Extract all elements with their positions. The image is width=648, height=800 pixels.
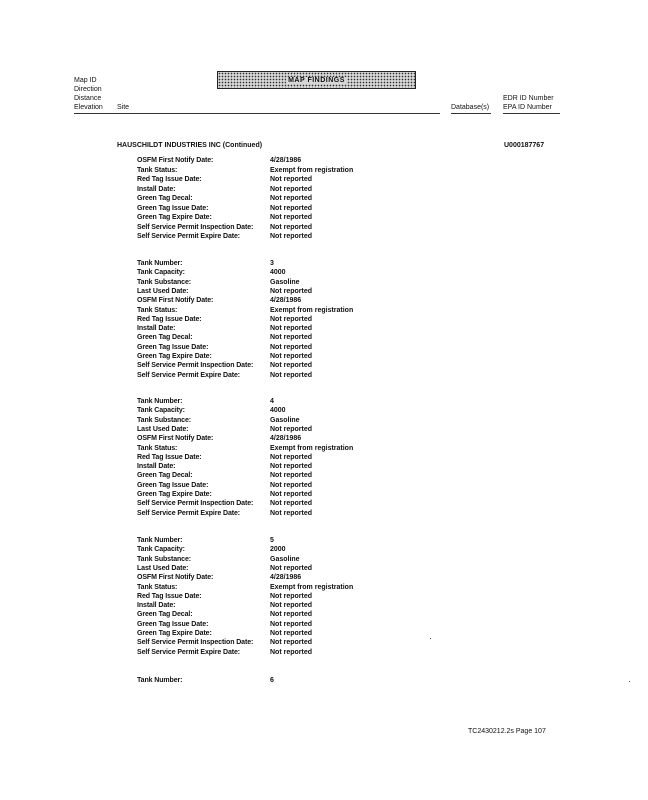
record-row bbox=[0, 371, 648, 380]
field-value: Not reported bbox=[270, 639, 312, 647]
record-row bbox=[0, 583, 648, 592]
field-label: Tank Number: bbox=[137, 260, 183, 267]
field-label: Tank Status: bbox=[137, 166, 178, 174]
field-value: 4/28/1986 bbox=[270, 297, 302, 305]
field-label: Install Date: bbox=[137, 463, 176, 471]
record-row bbox=[0, 223, 648, 232]
header-rule-right bbox=[503, 113, 560, 114]
field-value: Not reported bbox=[270, 611, 312, 619]
header-right-labels bbox=[503, 94, 554, 112]
record-row bbox=[0, 545, 648, 554]
record-row bbox=[0, 324, 648, 333]
record-row bbox=[0, 444, 648, 453]
field-value: 2000 bbox=[270, 546, 286, 554]
field-value: Exempt from registration bbox=[270, 583, 354, 591]
field-label: Red Tag Issue Date: bbox=[137, 453, 202, 461]
field-value: Not reported bbox=[270, 620, 312, 628]
field-label: Last Used Date: bbox=[137, 287, 189, 295]
field-value: 4/28/1986 bbox=[270, 157, 302, 164]
field-value: Gasoline bbox=[270, 278, 300, 286]
record-row bbox=[0, 194, 648, 203]
field-label: OSFM First Notify Date: bbox=[137, 435, 214, 443]
field-label: OSFM First Notify Date: bbox=[137, 297, 214, 305]
field-value: Not reported bbox=[270, 564, 312, 572]
field-label: Red Tag Issue Date: bbox=[137, 315, 202, 323]
field-label: Last Used Date: bbox=[137, 425, 189, 433]
header-left-labels bbox=[74, 76, 103, 112]
field-label: Green Tag Decal: bbox=[137, 334, 193, 342]
page-footer: TC2430212.2s Page 107 bbox=[468, 728, 546, 735]
record-row bbox=[0, 490, 648, 499]
field-label: Tank Capacity: bbox=[137, 546, 185, 554]
field-label: Green Tag Decal: bbox=[137, 472, 193, 480]
record-row bbox=[0, 462, 648, 471]
field-value: Not reported bbox=[270, 343, 312, 351]
banner-title: MAP FINDINGS bbox=[288, 76, 345, 84]
field-value: Not reported bbox=[270, 195, 312, 202]
field-label: Self Service Permit Expire Date: bbox=[137, 233, 241, 240]
field-label: Self Service Permit Inspection Date: bbox=[137, 362, 254, 370]
field-value: Not reported bbox=[270, 223, 312, 231]
header-rule-left bbox=[74, 113, 440, 114]
field-label: Install Date: bbox=[137, 325, 176, 333]
field-value: Not reported bbox=[270, 500, 312, 508]
record-row bbox=[0, 204, 648, 213]
record-row bbox=[0, 601, 648, 610]
edr-id-label: EDR ID Number bbox=[503, 95, 554, 102]
field-label: OSFM First Notify Date: bbox=[137, 157, 214, 164]
field-label: Last Used Date: bbox=[137, 564, 189, 572]
map-id-label: Map ID bbox=[74, 77, 97, 84]
field-value: 4/28/1986 bbox=[270, 435, 302, 443]
field-label: Tank Capacity: bbox=[137, 269, 185, 277]
record-row bbox=[0, 425, 648, 434]
record-row bbox=[0, 232, 648, 241]
field-value: Not reported bbox=[270, 214, 312, 221]
field-label: Install Date: bbox=[137, 185, 176, 193]
record-row bbox=[0, 296, 648, 305]
field-value: Not reported bbox=[270, 481, 312, 489]
record-row bbox=[0, 175, 648, 184]
database-label: Database(s) bbox=[451, 104, 490, 111]
record-row bbox=[0, 287, 648, 296]
record-row bbox=[0, 416, 648, 425]
record-row bbox=[0, 315, 648, 324]
record-row bbox=[0, 592, 648, 601]
field-value: 6 bbox=[270, 677, 274, 684]
field-value: Not reported bbox=[270, 334, 312, 342]
record-row bbox=[0, 648, 648, 657]
field-value: Not reported bbox=[270, 648, 312, 656]
field-value: Exempt from registration bbox=[270, 306, 354, 314]
field-value: Not reported bbox=[270, 353, 312, 360]
record-row bbox=[0, 352, 648, 361]
field-label: OSFM First Notify Date: bbox=[137, 574, 214, 582]
record-row bbox=[0, 536, 648, 545]
distance-label: Distance bbox=[74, 95, 102, 102]
field-label: Tank Capacity: bbox=[137, 407, 185, 415]
record-row bbox=[0, 259, 648, 268]
field-label: Tank Number: bbox=[137, 677, 183, 684]
record-row bbox=[0, 629, 648, 638]
record-row bbox=[0, 434, 648, 443]
record-row bbox=[0, 676, 648, 685]
field-label: Tank Number: bbox=[137, 398, 183, 405]
record-row bbox=[0, 453, 648, 462]
field-label: Green Tag Expire Date: bbox=[137, 491, 212, 498]
record-row bbox=[0, 185, 648, 194]
record-row bbox=[0, 156, 648, 165]
field-value: 4 bbox=[270, 398, 274, 405]
field-label: Tank Status: bbox=[137, 444, 178, 452]
record-row bbox=[0, 638, 648, 647]
field-label: Tank Number: bbox=[137, 537, 183, 544]
field-label: Green Tag Issue Date: bbox=[137, 204, 209, 212]
field-value: Not reported bbox=[270, 325, 312, 333]
field-value: Not reported bbox=[270, 362, 312, 370]
record-row bbox=[0, 610, 648, 619]
field-value: Not reported bbox=[270, 472, 312, 480]
field-label: Red Tag Issue Date: bbox=[137, 176, 202, 183]
field-value: Gasoline bbox=[270, 555, 300, 563]
record-row bbox=[0, 509, 648, 518]
map-findings-banner bbox=[217, 71, 416, 89]
field-value: 4000 bbox=[270, 269, 286, 277]
site-label: Site bbox=[117, 104, 130, 111]
record-row bbox=[0, 564, 648, 573]
record-row bbox=[0, 166, 648, 175]
field-value: Not reported bbox=[270, 602, 312, 610]
field-value: Not reported bbox=[270, 233, 312, 240]
field-label: Self Service Permit Expire Date: bbox=[137, 648, 241, 656]
field-value: Not reported bbox=[270, 453, 312, 461]
scan-speck bbox=[430, 638, 431, 639]
field-value: Not reported bbox=[270, 287, 312, 295]
field-value: Not reported bbox=[270, 204, 312, 212]
field-value: Not reported bbox=[270, 185, 312, 193]
field-label: Green Tag Issue Date: bbox=[137, 620, 209, 628]
record-row bbox=[0, 499, 648, 508]
record-row bbox=[0, 471, 648, 480]
record-row bbox=[0, 278, 648, 287]
field-label: Self Service Permit Expire Date: bbox=[137, 371, 241, 379]
field-value: Not reported bbox=[270, 315, 312, 323]
field-label: Green Tag Decal: bbox=[137, 195, 193, 202]
epa-id-label: EPA ID Number bbox=[503, 104, 552, 111]
field-label: Green Tag Expire Date: bbox=[137, 630, 212, 637]
scan-speck bbox=[629, 681, 630, 682]
record-row bbox=[0, 481, 648, 490]
record-row bbox=[0, 343, 648, 352]
field-value: Not reported bbox=[270, 592, 312, 600]
field-label: Self Service Permit Expire Date: bbox=[137, 509, 241, 517]
site-name: HAUSCHILDT INDUSTRIES INC (Continued) bbox=[117, 142, 263, 149]
field-value: 5 bbox=[270, 537, 274, 544]
header-rule-database bbox=[451, 113, 491, 114]
field-value: Not reported bbox=[270, 509, 312, 517]
field-label: Tank Substance: bbox=[137, 555, 191, 563]
elevation-label: Elevation bbox=[74, 104, 103, 111]
record-row bbox=[0, 406, 648, 415]
record-row bbox=[0, 333, 648, 342]
field-label: Green Tag Issue Date: bbox=[137, 481, 209, 489]
field-label: Red Tag Issue Date: bbox=[137, 592, 202, 600]
field-label: Tank Status: bbox=[137, 583, 178, 591]
field-label: Green Tag Expire Date: bbox=[137, 353, 212, 360]
field-value: Not reported bbox=[270, 630, 312, 637]
site-edr-id: U000187767 bbox=[504, 142, 545, 149]
field-value: 4/28/1986 bbox=[270, 574, 302, 582]
field-label: Install Date: bbox=[137, 602, 176, 610]
field-label: Self Service Permit Inspection Date: bbox=[137, 639, 254, 647]
record-row bbox=[0, 573, 648, 582]
record-row bbox=[0, 268, 648, 277]
direction-label: Direction bbox=[74, 86, 102, 93]
field-value: Not reported bbox=[270, 491, 312, 498]
field-label: Self Service Permit Inspection Date: bbox=[137, 500, 254, 508]
field-value: Exempt from registration bbox=[270, 444, 354, 452]
field-label: Tank Substance: bbox=[137, 278, 191, 286]
record-row bbox=[0, 397, 648, 406]
field-value: Exempt from registration bbox=[270, 166, 354, 174]
record-row bbox=[0, 306, 648, 315]
field-value: Gasoline bbox=[270, 416, 300, 424]
record-row bbox=[0, 620, 648, 629]
field-value: Not reported bbox=[270, 176, 312, 183]
field-value: Not reported bbox=[270, 425, 312, 433]
field-label: Green Tag Expire Date: bbox=[137, 214, 212, 221]
record-row bbox=[0, 213, 648, 222]
field-label: Green Tag Decal: bbox=[137, 611, 193, 619]
record-row bbox=[0, 361, 648, 370]
field-label: Tank Status: bbox=[137, 306, 178, 314]
field-label: Self Service Permit Inspection Date: bbox=[137, 223, 254, 231]
field-value: Not reported bbox=[270, 371, 312, 379]
record-row bbox=[0, 555, 648, 564]
field-label: Green Tag Issue Date: bbox=[137, 343, 209, 351]
field-value: 3 bbox=[270, 260, 274, 267]
field-value: Not reported bbox=[270, 463, 312, 471]
field-value: 4000 bbox=[270, 407, 286, 415]
field-label: Tank Substance: bbox=[137, 416, 191, 424]
